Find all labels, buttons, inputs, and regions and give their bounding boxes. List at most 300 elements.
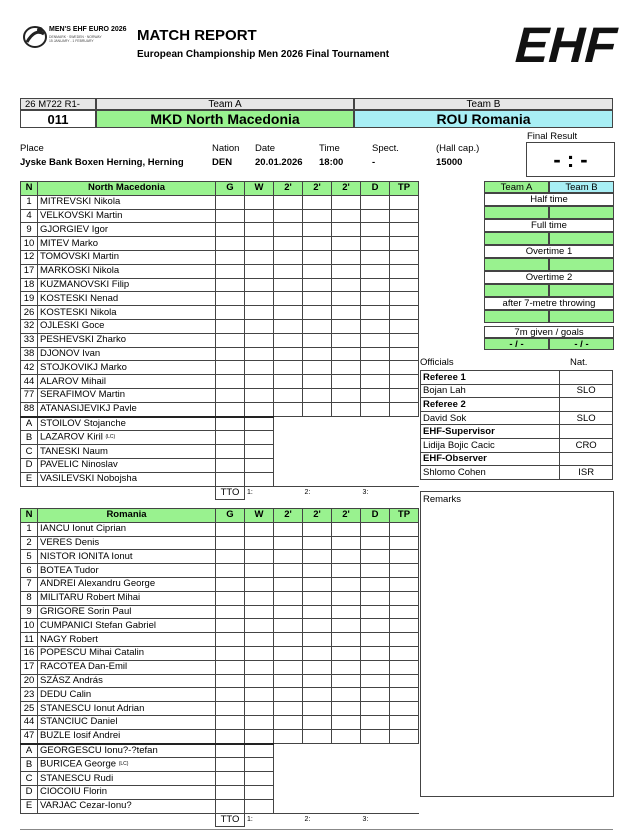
team-official-name [38, 472, 216, 486]
stat-cell [245, 319, 274, 333]
stat-cell [274, 702, 303, 716]
team-official-name-text: CIOCOIU Florin [40, 786, 108, 798]
player-name: PESHEVSKI Zharko [38, 333, 216, 347]
player-number: 42 [21, 361, 38, 375]
stat-cell [303, 577, 332, 591]
stat-cell [303, 646, 332, 660]
stat-cell [245, 674, 274, 688]
player-name: VERES Denis [38, 536, 216, 550]
team-official-name [38, 744, 216, 758]
stat-cell [361, 319, 390, 333]
stat-cell [361, 702, 390, 716]
stat-cell [245, 577, 274, 591]
stat-cell [245, 633, 274, 647]
team-official-name-text: LAZAROV Kiril [40, 432, 103, 443]
stat-cell [390, 237, 419, 251]
roster-header-row [21, 182, 419, 196]
tto-spacer [21, 813, 216, 827]
stat-cell [216, 278, 245, 292]
stat-cell [245, 758, 274, 772]
stat-cell [216, 605, 245, 619]
blank-cell [274, 744, 419, 758]
player-row [21, 577, 419, 591]
lc-badge: (LC) [105, 434, 116, 441]
player-row [21, 195, 419, 209]
stat-cell [216, 646, 245, 660]
col-header-stat: 2' [332, 182, 361, 196]
stat-cell [361, 646, 390, 660]
player-row [21, 375, 419, 389]
col-header-stat: 2' [274, 182, 303, 196]
team-official-row [21, 758, 419, 772]
stat-cell [245, 250, 274, 264]
score-a-cell [484, 232, 549, 245]
stat-cell [274, 646, 303, 660]
col-header-team: North Macedonia [38, 182, 216, 196]
official-letter: E [21, 472, 38, 486]
stat-cell [303, 375, 332, 389]
tto-3: 3: [361, 486, 419, 500]
stat-cell [361, 195, 390, 209]
nat-label: Nat. [570, 357, 588, 368]
tto-spacer [21, 486, 216, 500]
stat-cell [332, 292, 361, 306]
col-header-stat: G [216, 509, 245, 523]
col-header-team: Romania [38, 509, 216, 523]
page-subtitle: European Championship Men 2026 Final Tournament [137, 49, 390, 60]
stat-cell [245, 375, 274, 389]
official-role-blank [560, 452, 613, 466]
stat-cell [245, 445, 274, 459]
col-header-n: N [21, 182, 38, 196]
stat-cell [245, 619, 274, 633]
player-row [21, 361, 419, 375]
player-name: STOJKOVIKJ Marko [38, 361, 216, 375]
official-letter: D [21, 785, 38, 799]
stat-cell [390, 292, 419, 306]
stat-cell [332, 278, 361, 292]
official-role-row [421, 371, 613, 385]
stat-cell [274, 619, 303, 633]
stat-cell [390, 347, 419, 361]
player-name: BOTEA Tudor [38, 564, 216, 578]
result-label-full_time: Full time [484, 219, 614, 232]
player-name: TOMOVSKI Martin [38, 250, 216, 264]
blank-cell [274, 417, 419, 431]
stat-cell [274, 550, 303, 564]
player-number: 4 [21, 209, 38, 223]
stat-cell [216, 402, 245, 416]
player-name: SERAFIMOV Martin [38, 388, 216, 402]
stat-cell [245, 223, 274, 237]
remarks-box [420, 491, 614, 797]
stat-cell [332, 715, 361, 729]
official-name: Lidija Bojic Cacic [421, 438, 560, 452]
stat-cell [216, 522, 245, 536]
stat-cell [390, 333, 419, 347]
stat-cell [245, 799, 274, 813]
official-name-row [421, 466, 613, 480]
stat-cell [274, 688, 303, 702]
team-official-row [21, 458, 419, 472]
stat-cell [361, 522, 390, 536]
team-official-row [21, 785, 419, 799]
stat-cell [216, 785, 245, 799]
stat-cell [216, 223, 245, 237]
stat-cell [361, 633, 390, 647]
stat-cell [245, 195, 274, 209]
official-letter: D [21, 458, 38, 472]
player-number: 77 [21, 388, 38, 402]
team-official-name [38, 445, 216, 459]
stat-cell [361, 674, 390, 688]
blank-cell [274, 799, 419, 813]
stat-cell [361, 292, 390, 306]
stat-cell [303, 660, 332, 674]
player-number: 20 [21, 674, 38, 688]
stat-cell [332, 361, 361, 375]
team-official-name-text: STANESCU Rudi [40, 772, 114, 784]
stat-cell [332, 195, 361, 209]
player-number: 25 [21, 702, 38, 716]
player-row [21, 564, 419, 578]
team-a-header: Team A [96, 98, 354, 110]
stat-cell [303, 278, 332, 292]
player-name: OJLESKI Goce [38, 319, 216, 333]
team-official-name-text: GEORGESCU Ionu?-?tefan [40, 744, 158, 756]
stat-cell [274, 402, 303, 416]
stat-cell [332, 550, 361, 564]
official-name-row [421, 438, 613, 452]
player-row [21, 688, 419, 702]
stat-cell [245, 388, 274, 402]
team-official-name [38, 785, 216, 799]
match-number: 011 [20, 110, 96, 128]
stat-cell [332, 388, 361, 402]
stat-cell [361, 278, 390, 292]
team-official-row [21, 431, 419, 445]
stat-cell [245, 347, 274, 361]
page-title: MATCH REPORT [137, 27, 257, 44]
stat-cell [216, 333, 245, 347]
player-row [21, 550, 419, 564]
player-number: 1 [21, 195, 38, 209]
stat-cell [332, 347, 361, 361]
tto-2: 2: [303, 813, 361, 827]
player-row [21, 633, 419, 647]
player-name: IANCU Ionut Ciprian [38, 522, 216, 536]
stat-cell [245, 209, 274, 223]
player-row [21, 729, 419, 743]
stat-cell [361, 591, 390, 605]
stat-cell [216, 375, 245, 389]
result-label-seven_metre: after 7-metre throwing [484, 297, 614, 310]
stat-cell [361, 333, 390, 347]
stat-cell [303, 715, 332, 729]
stat-cell [274, 209, 303, 223]
score-a-cell [484, 258, 549, 271]
stat-cell [303, 209, 332, 223]
stat-cell [274, 237, 303, 251]
stat-cell [390, 591, 419, 605]
score-b-cell [549, 310, 614, 323]
player-number: 9 [21, 605, 38, 619]
hallcap-label: (Hall cap.) [436, 143, 480, 154]
team-b-roster-table [20, 508, 419, 827]
stat-cell [303, 729, 332, 743]
stat-cell [274, 333, 303, 347]
stat-cell [303, 333, 332, 347]
stat-cell [332, 319, 361, 333]
official-role: EHF-Observer [421, 452, 560, 466]
player-row [21, 333, 419, 347]
player-name: GRIGORE Sorin Paul [38, 605, 216, 619]
team-a-name: MKD North Macedonia [96, 110, 354, 128]
team-official-name [38, 458, 216, 472]
team-official-name-text: BURICEA George [40, 759, 117, 770]
stat-cell [274, 306, 303, 320]
stat-cell [390, 688, 419, 702]
player-number: 11 [21, 633, 38, 647]
stat-cell [303, 237, 332, 251]
stat-cell [390, 306, 419, 320]
stat-cell [332, 223, 361, 237]
team-official-name-text: TANESKI Naum [40, 445, 108, 457]
stat-cell [303, 388, 332, 402]
player-number: 44 [21, 715, 38, 729]
stat-cell [303, 522, 332, 536]
stat-cell [361, 402, 390, 416]
col-header-n: N [21, 509, 38, 523]
team-official-name [38, 758, 216, 772]
stat-cell [216, 250, 245, 264]
result-panel [484, 181, 614, 193]
stat-cell [216, 688, 245, 702]
stat-cell [361, 550, 390, 564]
stat-cell [332, 333, 361, 347]
stat-cell [303, 619, 332, 633]
team-official-name [38, 417, 216, 431]
stat-cell [216, 536, 245, 550]
player-row [21, 388, 419, 402]
stat-cell [245, 536, 274, 550]
stat-cell [274, 388, 303, 402]
player-number: 19 [21, 292, 38, 306]
player-row [21, 536, 419, 550]
stat-cell [332, 646, 361, 660]
team-official-name [38, 772, 216, 786]
stat-cell [303, 564, 332, 578]
stat-cell [274, 564, 303, 578]
score-b-cell [549, 258, 614, 271]
stat-cell [216, 674, 245, 688]
stat-cell [245, 729, 274, 743]
stat-cell [245, 431, 274, 445]
official-role-blank [560, 425, 613, 439]
player-row [21, 702, 419, 716]
stat-cell [332, 619, 361, 633]
officials-label: Officials [420, 357, 454, 368]
stat-cell [216, 388, 245, 402]
col-header-stat: W [245, 509, 274, 523]
spect-label: Spect. [372, 143, 399, 154]
player-row [21, 660, 419, 674]
euro-logo-line2: DENMARK · SWEDEN · NORWAY [49, 35, 102, 39]
stat-cell [274, 715, 303, 729]
stat-cell [390, 522, 419, 536]
stat-cell [390, 577, 419, 591]
stat-cell [274, 250, 303, 264]
player-number: 10 [21, 619, 38, 633]
player-name: NAGY Robert [38, 633, 216, 647]
stat-cell [245, 402, 274, 416]
tto-label: TTO [216, 486, 245, 500]
stat-cell [245, 472, 274, 486]
player-row [21, 306, 419, 320]
stat-cell [274, 577, 303, 591]
final-score: - : - [526, 142, 615, 177]
player-name: DJONOV Ivan [38, 347, 216, 361]
tto-label: TTO [216, 813, 245, 827]
player-number: 16 [21, 646, 38, 660]
stat-cell [245, 715, 274, 729]
stat-cell [216, 445, 245, 459]
stat-cell [303, 319, 332, 333]
tto-row [21, 813, 419, 827]
stat-cell [390, 319, 419, 333]
result-score-row [484, 284, 614, 297]
stat-cell [303, 536, 332, 550]
official-role-blank [560, 371, 613, 385]
stat-cell [216, 744, 245, 758]
player-name: RACOTEA Dan-Emil [38, 660, 216, 674]
stat-cell [216, 758, 245, 772]
stat-cell [390, 660, 419, 674]
team-official-row [21, 799, 419, 813]
player-row [21, 591, 419, 605]
stat-cell [361, 223, 390, 237]
player-name: CUMPANICI Stefan Gabriel [38, 619, 216, 633]
stat-cell [216, 319, 245, 333]
stat-cell [216, 347, 245, 361]
place-value: Jyske Bank Boxen Herning, Herning [20, 157, 184, 168]
stat-cell [332, 660, 361, 674]
player-name: STANESCU Ionut Adrian [38, 702, 216, 716]
stat-cell [303, 264, 332, 278]
player-number: 9 [21, 223, 38, 237]
official-name-row [421, 411, 613, 425]
team-official-name-text: VARJAC Cezar-Ionu? [40, 800, 132, 812]
blank-cell [274, 472, 419, 486]
stat-cell [245, 688, 274, 702]
player-name: MITREVSKI Nikola [38, 195, 216, 209]
stat-cell [361, 564, 390, 578]
official-name: Shlomo Cohen [421, 466, 560, 480]
player-number: 44 [21, 375, 38, 389]
player-number: 5 [21, 550, 38, 564]
stat-cell [216, 472, 245, 486]
date-label: Date [255, 143, 276, 154]
stat-cell [274, 375, 303, 389]
stat-cell [390, 619, 419, 633]
stat-cell [216, 702, 245, 716]
stat-cell [216, 292, 245, 306]
team-official-name-text: STOILOV Stojanche [40, 417, 126, 429]
stat-cell [303, 195, 332, 209]
footer-divider [20, 829, 613, 830]
stat-cell [390, 702, 419, 716]
tto-1: 1: [245, 813, 303, 827]
official-letter: B [21, 431, 38, 445]
col-header-stat: TP [390, 182, 419, 196]
stat-cell [274, 361, 303, 375]
stat-cell [332, 375, 361, 389]
stat-cell [274, 605, 303, 619]
stat-cell [274, 536, 303, 550]
stat-cell [216, 772, 245, 786]
match-code: 26 M722 R1- [20, 98, 96, 110]
ehf-logo-icon [509, 14, 624, 73]
blank-cell [274, 431, 419, 445]
player-name: KOSTESKI Nenad [38, 292, 216, 306]
stat-cell [274, 223, 303, 237]
official-letter: A [21, 417, 38, 431]
stat-cell [303, 550, 332, 564]
stat-cell [245, 292, 274, 306]
stat-cell [245, 646, 274, 660]
stat-cell [361, 577, 390, 591]
stat-cell [361, 688, 390, 702]
official-letter: B [21, 758, 38, 772]
stat-cell [390, 209, 419, 223]
player-name: SZÁSZ András [38, 674, 216, 688]
player-row [21, 402, 419, 416]
col-header-stat: 2' [332, 509, 361, 523]
score-b-cell [549, 206, 614, 219]
score-a-cell [484, 206, 549, 219]
stat-cell [390, 195, 419, 209]
team-official-name [38, 799, 216, 813]
player-row [21, 237, 419, 251]
stat-cell [245, 278, 274, 292]
player-name: MITEV Marko [38, 237, 216, 251]
stat-cell [216, 264, 245, 278]
stat-cell [361, 361, 390, 375]
player-row [21, 319, 419, 333]
team-official-row [21, 445, 419, 459]
seven-a-value: - / - [484, 338, 549, 350]
player-row [21, 347, 419, 361]
official-name-row [421, 384, 613, 398]
stat-cell [390, 729, 419, 743]
player-name: MARKOSKI Nikola [38, 264, 216, 278]
stat-cell [274, 591, 303, 605]
stat-cell [274, 674, 303, 688]
stat-cell [303, 402, 332, 416]
stat-cell [332, 605, 361, 619]
official-role-blank [560, 398, 613, 412]
score-a-cell [484, 284, 549, 297]
official-role-row [421, 425, 613, 439]
stat-cell [332, 264, 361, 278]
date-value: 20.01.2026 [255, 157, 303, 168]
team-official-name [38, 431, 216, 445]
player-number: 33 [21, 333, 38, 347]
stat-cell [361, 306, 390, 320]
player-row [21, 223, 419, 237]
stat-cell [274, 264, 303, 278]
stat-cell [332, 688, 361, 702]
